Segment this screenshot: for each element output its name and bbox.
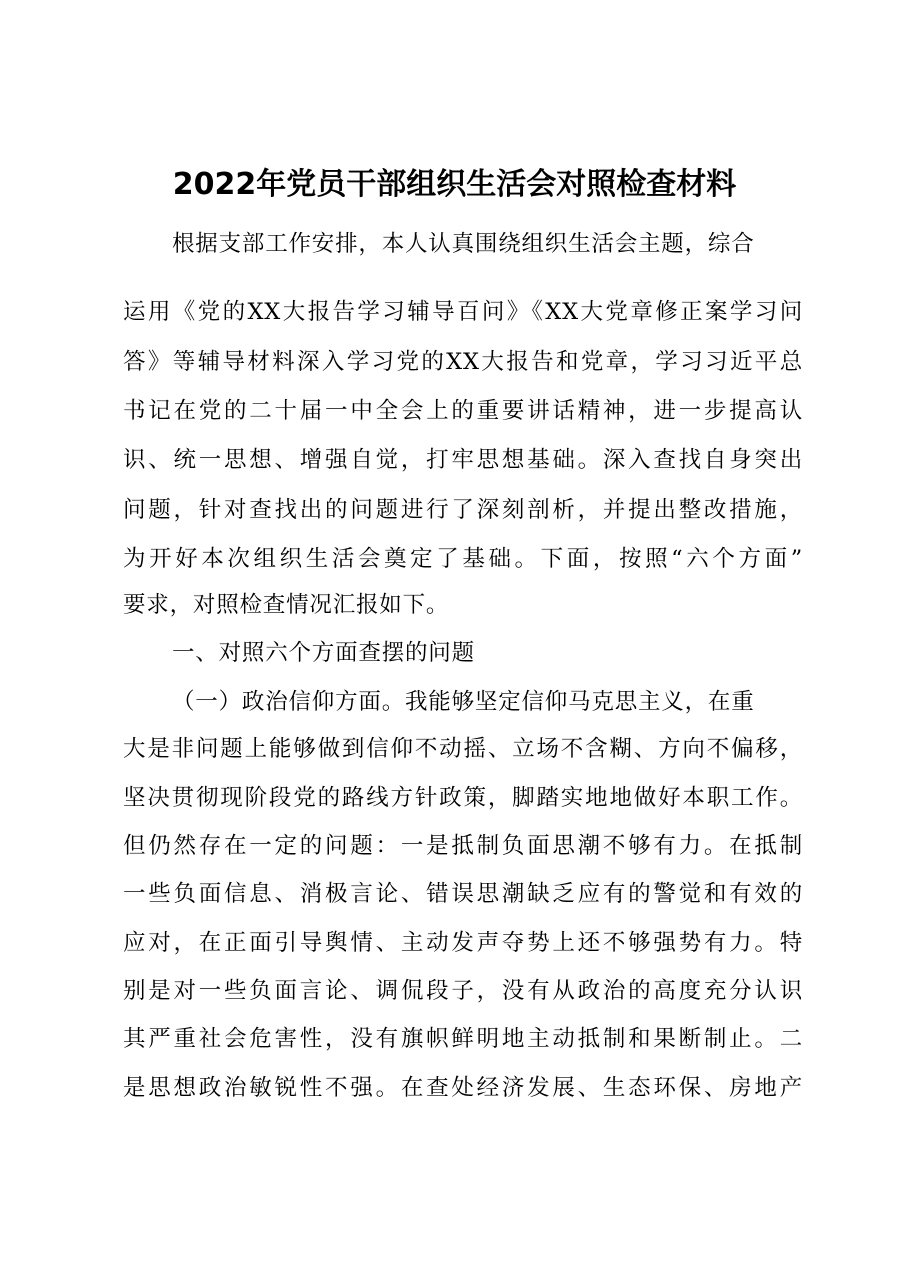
paragraph-line: 别是对一些负面言论、调侃段子，没有从政治的高度充分认识 [123, 978, 803, 1004]
paragraph-line: 根据支部工作安排，本人认真围绕组织生活会主题，综合 [172, 231, 755, 257]
paragraph-line: 坚决贯彻现阶段党的路线方针政策，脚踏实地地做好本职工作。 [123, 785, 803, 811]
section-heading: 一、对照六个方面查摆的问题 [172, 640, 475, 666]
paragraph-line: 答》等辅导材料深入学习党的XX大报告和党章，学习习近平总 [123, 349, 803, 375]
paragraph-line: 是思想政治敏锐性不强。在查处经济发展、生态环保、房地产 [123, 1075, 803, 1101]
paragraph-line: 为开好本次组织生活会奠定了基础。下面，按照“六个方面” [123, 546, 803, 572]
document-title: 2022年党员干部组织生活会对照检查材料 [172, 167, 737, 202]
paragraph-line: 书记在党的二十届一中全会上的重要讲话精神，进一步提高认 [123, 398, 803, 424]
paragraph-line: 一些负面信息、消极言论、错误思潮缺乏应有的警觉和有效的 [123, 881, 803, 907]
paragraph-line: 但仍然存在一定的问题：一是抵制负面思潮不够有力。在抵制 [123, 833, 803, 859]
paragraph-line: 要求，对照检查情况汇报如下。 [123, 592, 450, 618]
paragraph-line: （一）政治信仰方面。我能够坚定信仰马克思主义，在重 [172, 689, 755, 715]
paragraph-line: 识、统一思想、增强自觉，打牢思想基础。深入查找自身突出 [123, 447, 803, 473]
paragraph-line: 应对，在正面引导舆情、主动发声夺势上还不够强势有力。特 [123, 930, 803, 956]
paragraph-line: 问题，针对查找出的问题进行了深刻剖析，并提出整改措施， [123, 497, 803, 523]
paragraph-line: 大是非问题上能够做到信仰不动摇、立场不含糊、方向不偏移， [123, 736, 803, 762]
paragraph-line: 运用《党的XX大报告学习辅导百问》《XX大党章修正案学习问 [123, 299, 803, 325]
paragraph-line: 其严重社会危害性，没有旗帜鲜明地主动抵制和果断制止。二 [123, 1026, 803, 1052]
